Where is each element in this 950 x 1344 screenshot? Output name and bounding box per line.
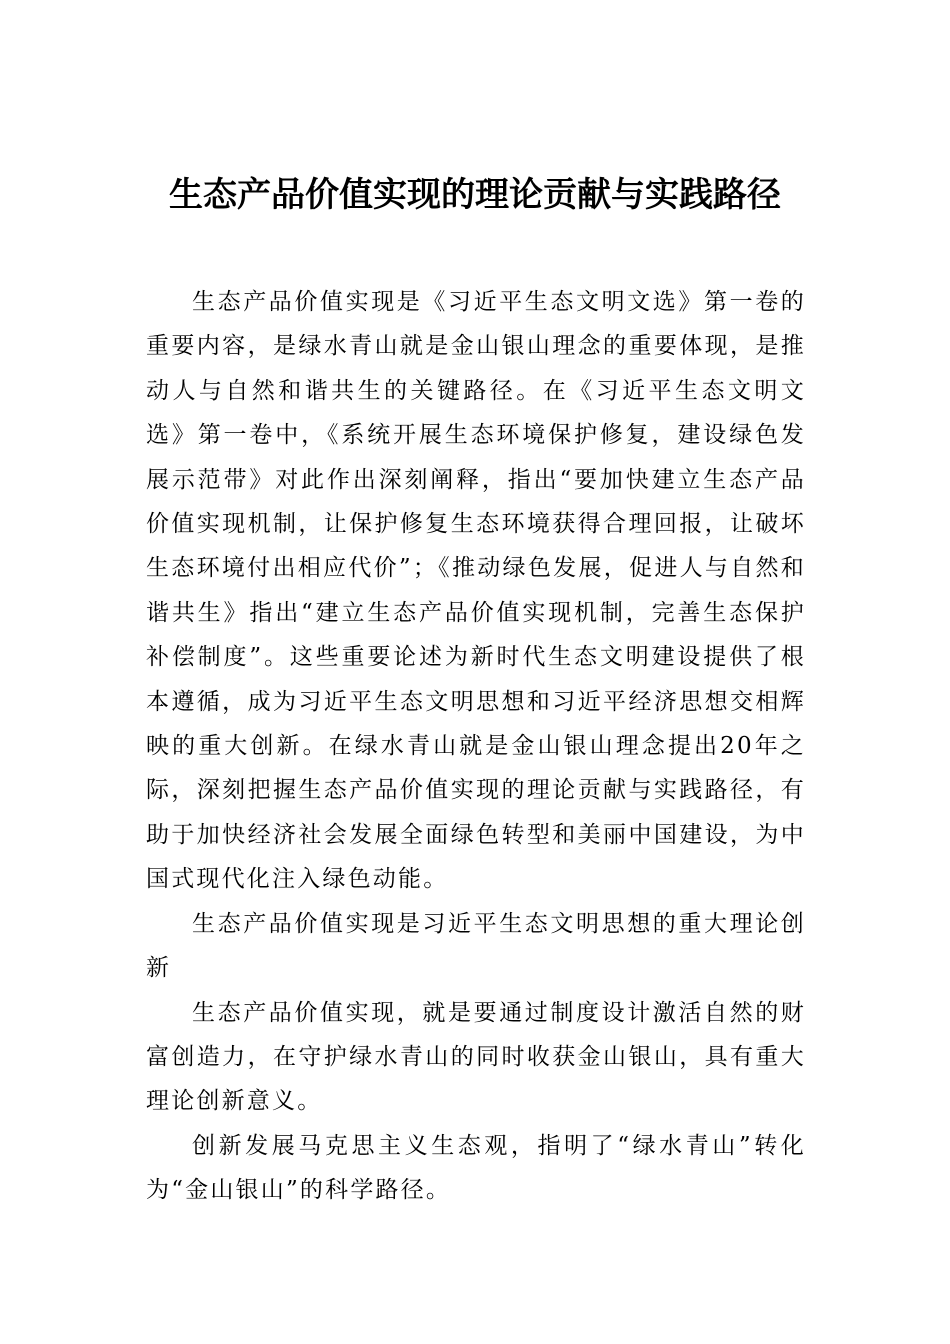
body-paragraph: 创新发展马克思主义生态观，指明了“绿水青山”转化为“金山银山”的科学路径。: [146, 1132, 806, 1204]
body-paragraph-intro: 生态产品价值实现是《习近平生态文明文选》第一卷的重要内容，是绿水青山就是金山银山理念的重要体现，是推动人与自然和谐共生的关键路径。在《习近平生态文明文选》第一卷中，《系统开展生态环境保护修复，建设绿色发展示范带》对此作出深刻阐释，指出“要加快建立生态产品价值实现机制，让保护修复生态环境获得合理回报，让破坏生态环境付出相应代价”；《推动绿色发展，促进人与自然和谐共生》指出“建立生态产品价值实现机制，完善生态保护补偿制度”。这些重要论述为新时代生态文明建设提供了根本遵循，成为习近平生态文明思想和习近平经济思想交相辉映的重大创新。在绿水青山就是金山银山理念提出20年之际，深刻把握生态产品价值实现的理论贡献与实践路径，有助于加快经济社会发展全面绿色转型和美丽中国建设，为中国式现代化注入绿色动能。: [146, 289, 806, 893]
document-body: [146, 280, 806, 1213]
document-title: 生态产品价值实现的理论贡献与实践路径: [169, 175, 781, 215]
section-heading: 生态产品价值实现是习近平生态文明思想的重大理论创新: [146, 910, 806, 982]
body-paragraph: 生态产品价值实现，就是要通过制度设计激活自然的财富创造力，在守护绿水青山的同时收获金山银山，具有重大理论创新意义。: [146, 999, 806, 1115]
